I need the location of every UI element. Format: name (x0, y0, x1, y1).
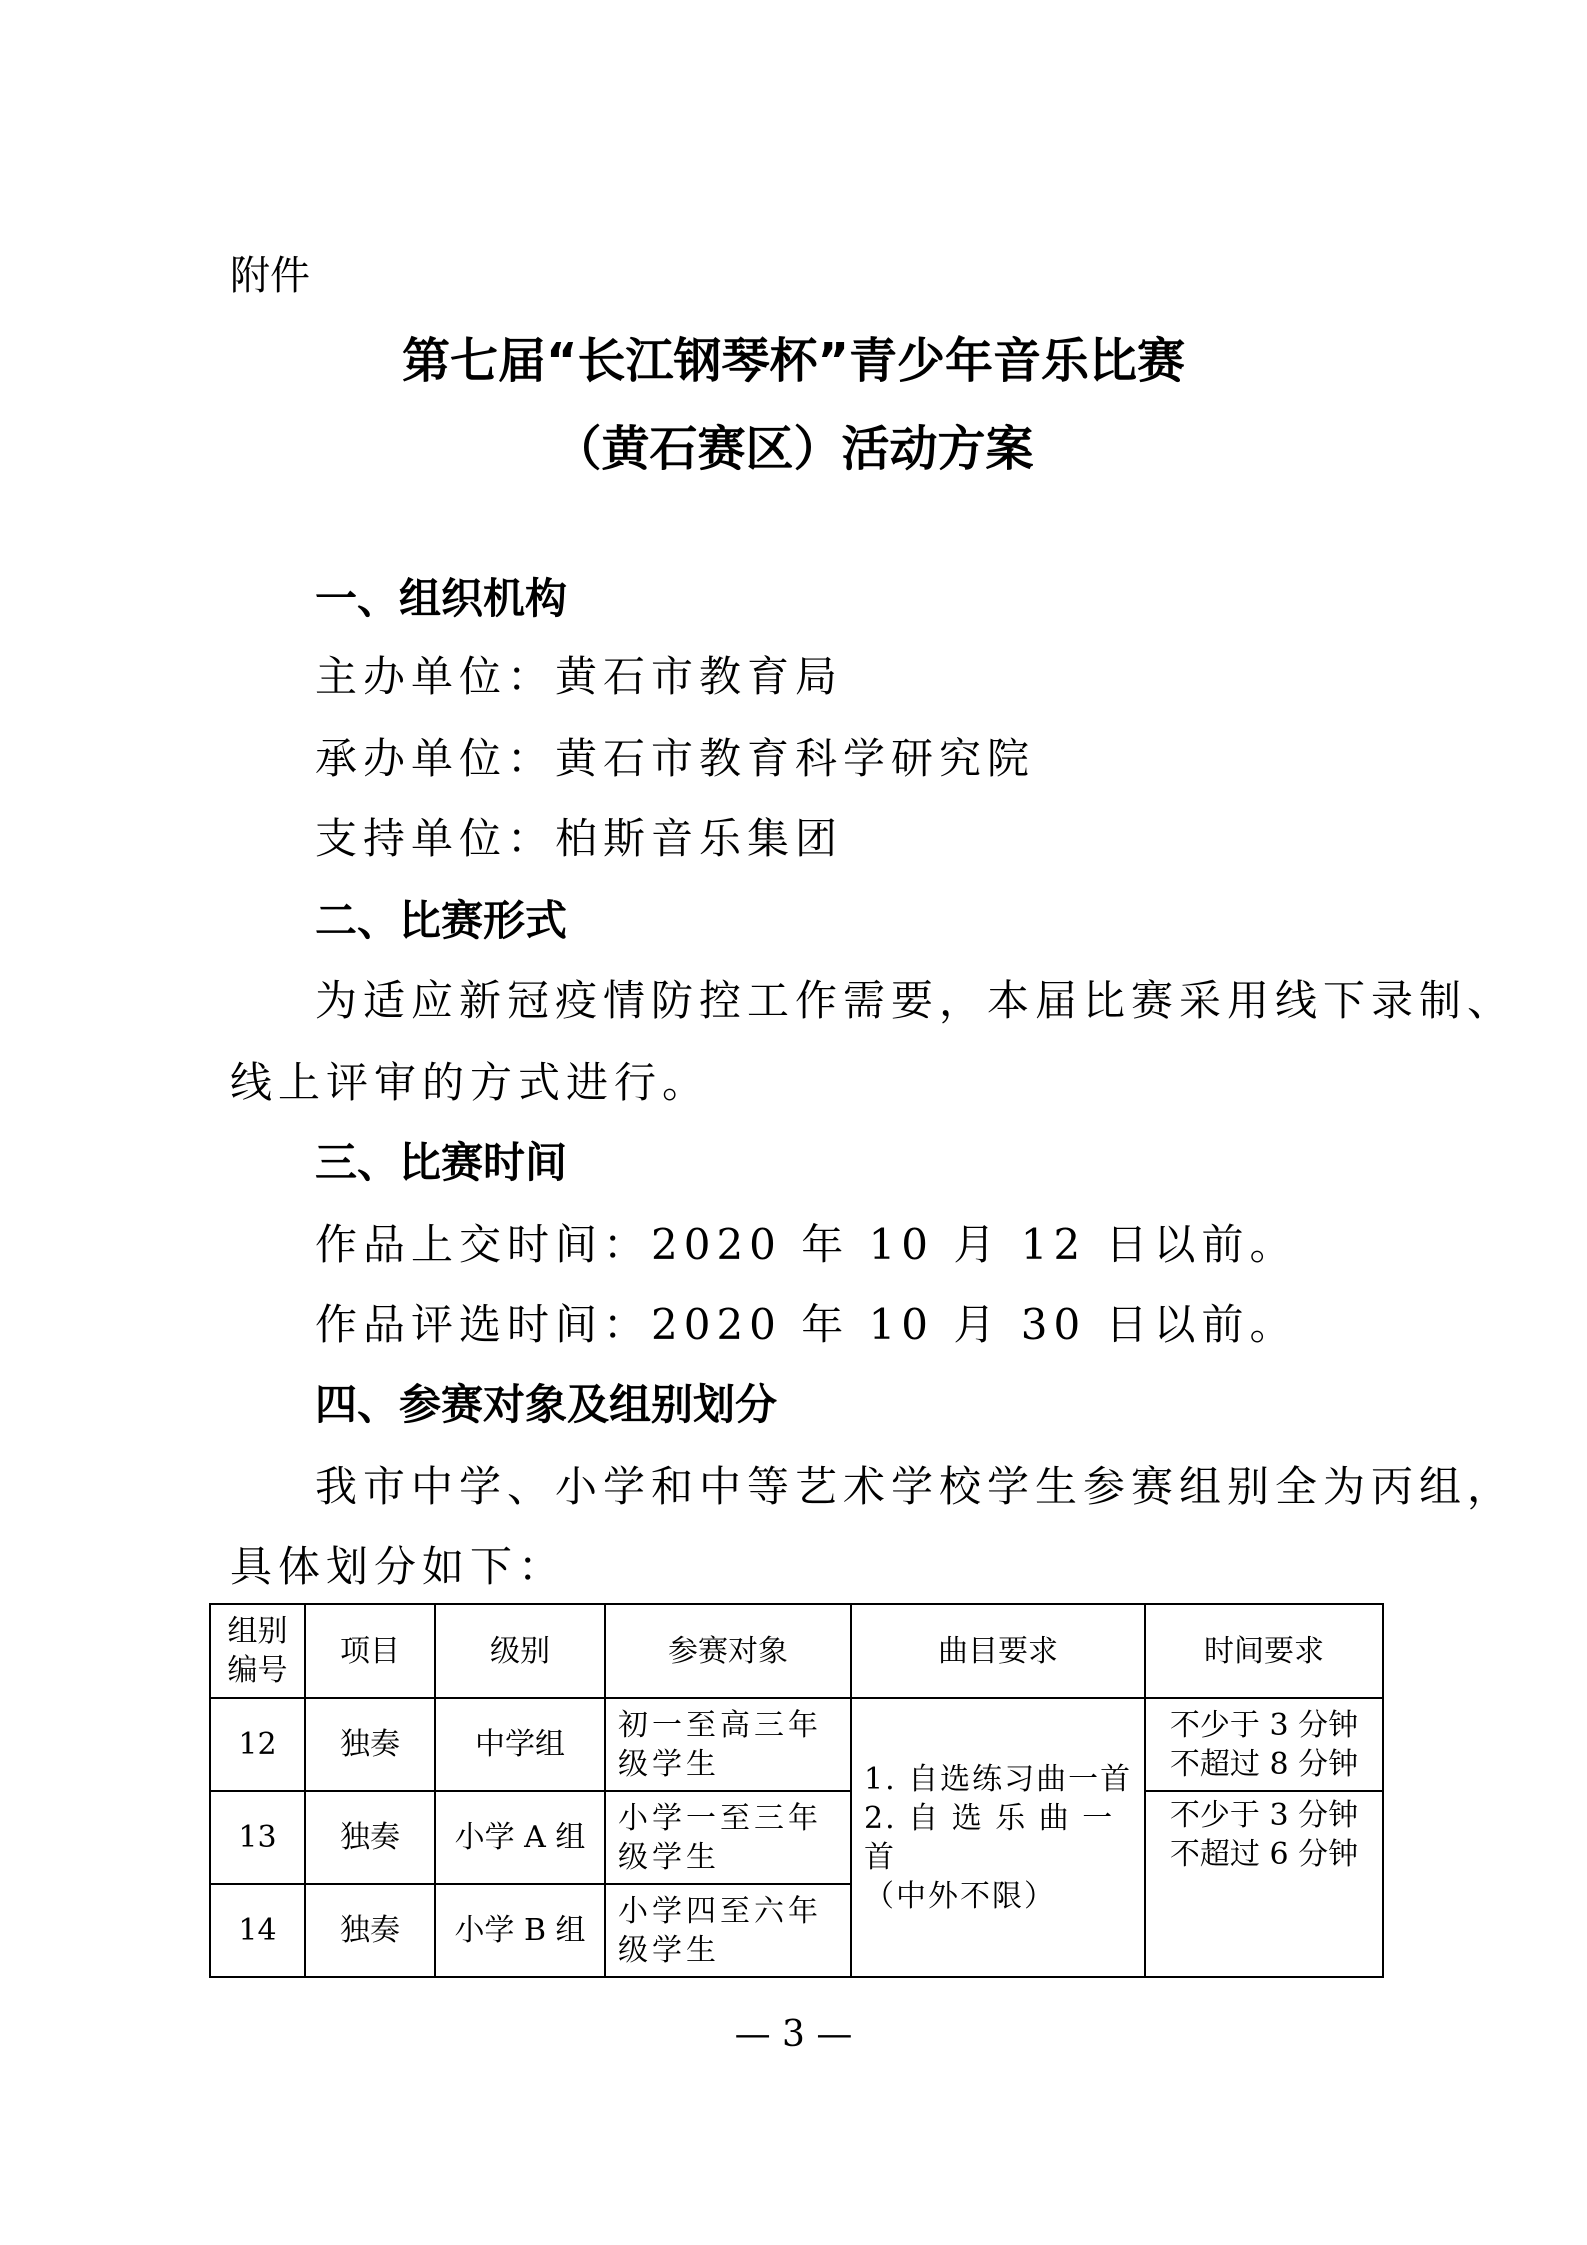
format-paragraph-line2: 线上评审的方式进行。 (230, 1058, 711, 1107)
host-unit: 主办单位：黄石市教育局 (315, 652, 844, 701)
support-unit: 支持单位：柏斯音乐集团 (315, 814, 844, 863)
section-heading-organization: 一、组织机构 (315, 574, 568, 623)
time-max: 不超过 6 分钟 (1169, 1837, 1359, 1872)
review-time: 作品评选时间：2020 年 10 月 30 日以前。 (315, 1300, 1298, 1349)
cell-group-id: 14 (210, 1884, 305, 1977)
participants-paragraph-line1: 我市中学、小学和中等艺术学校学生参赛组别全为丙组， (315, 1462, 1516, 1511)
document-title-line2: （黄石赛区）活动方案 (553, 421, 1034, 477)
attachment-label: 附件 (230, 253, 310, 299)
cell-participants: 小学一至三年级学生 (605, 1791, 851, 1884)
format-paragraph-line1: 为适应新冠疫情防控工作需要，本届比赛采用线下录制、 (315, 976, 1516, 1025)
cell-item: 独奏 (305, 1791, 435, 1884)
cell-repertoire (851, 1698, 1145, 1977)
cell-time-primary (1145, 1791, 1383, 1977)
header-group-id: 组别编号 (210, 1604, 305, 1698)
header-participants: 参赛对象 (605, 1604, 851, 1698)
page-number: — 3 — (734, 2014, 853, 2055)
time-min: 不少于 3 分钟 (1169, 1798, 1359, 1833)
cell-time-secondary (1145, 1698, 1383, 1791)
cell-level: 中学组 (435, 1698, 605, 1791)
repertoire-line3: （中外不限） (864, 1878, 1056, 1914)
participants-paragraph-line2: 具体划分如下： (230, 1542, 567, 1591)
cell-group-id: 13 (210, 1791, 305, 1884)
cell-group-id: 12 (210, 1698, 305, 1791)
header-level: 级别 (435, 1604, 605, 1698)
header-time: 时间要求 (1145, 1604, 1383, 1698)
document-title-line1: 第七届“长江钢琴杯”青少年音乐比赛 (401, 333, 1186, 389)
header-item: 项目 (305, 1604, 435, 1698)
cell-level: 小学 B 组 (435, 1884, 605, 1977)
time-max: 不超过 8 分钟 (1169, 1746, 1359, 1782)
cell-item: 独奏 (305, 1698, 435, 1791)
table-row (210, 1698, 1383, 1791)
section-heading-time: 三、比赛时间 (315, 1138, 568, 1187)
cell-participants: 小学四至六年级学生 (605, 1884, 851, 1977)
group-division-table (209, 1603, 1384, 1978)
cell-level: 小学 A 组 (435, 1791, 605, 1884)
submission-time: 作品上交时间：2020 年 10 月 12 日以前。 (315, 1220, 1298, 1269)
repertoire-line2: 2. 自 选 乐 曲 一 首 (864, 1800, 1115, 1875)
cell-participants: 初一至高三年级学生 (605, 1698, 851, 1791)
time-min: 不少于 3 分钟 (1169, 1707, 1359, 1743)
table-header-row (210, 1604, 1383, 1698)
cell-item: 独奏 (305, 1884, 435, 1977)
section-heading-participants: 四、参赛对象及组别划分 (315, 1380, 778, 1429)
header-repertoire: 曲目要求 (851, 1604, 1145, 1698)
organizer-unit: 承办单位：黄石市教育科学研究院 (315, 734, 1036, 783)
section-heading-format: 二、比赛形式 (315, 896, 568, 945)
table-row (210, 1791, 1383, 1884)
repertoire-line1: 1. 自选练习曲一首 (864, 1761, 1133, 1797)
